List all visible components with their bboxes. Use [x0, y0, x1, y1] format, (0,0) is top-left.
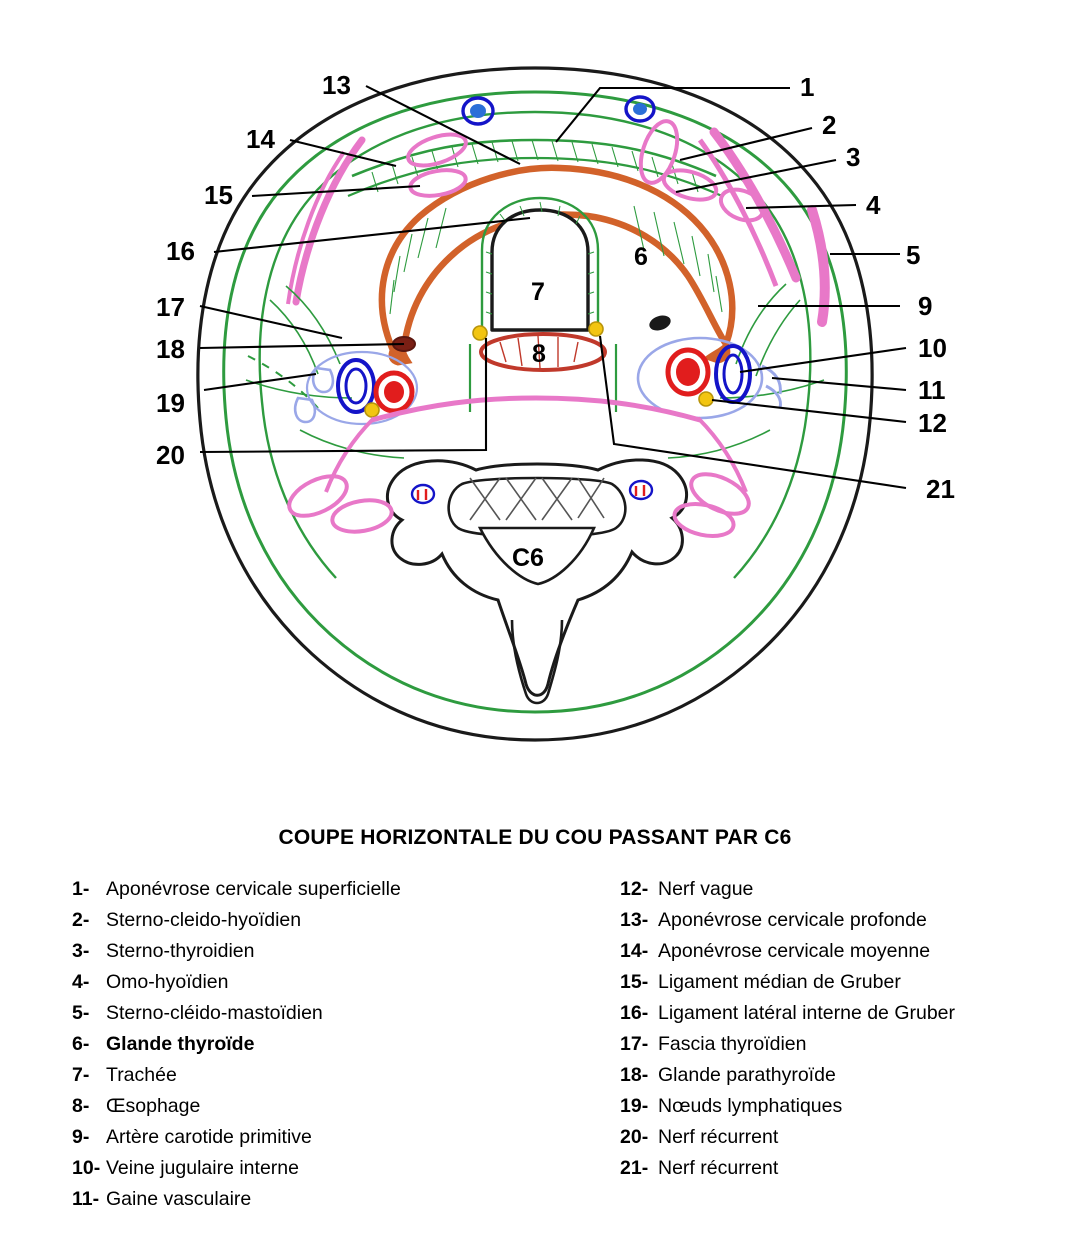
callout-5: 5 [906, 240, 921, 270]
legend-column-right [620, 878, 1050, 1188]
legend-number: 9- [72, 1126, 90, 1148]
callout-16: 16 [166, 236, 195, 266]
callout-14: 14 [246, 124, 275, 154]
callout-10: 10 [918, 333, 947, 363]
callout-8: 8 [532, 340, 546, 368]
legend-label: Gaine vasculaire [106, 1188, 252, 1210]
list-item [72, 971, 542, 1002]
legend-label: Veine jugulaire interne [106, 1157, 299, 1179]
callout-13: 13 [322, 70, 351, 100]
list-item [72, 1064, 542, 1095]
legend-number: 8- [72, 1095, 90, 1117]
list-item [620, 1033, 1050, 1064]
callout-15: 15 [204, 180, 233, 210]
list-item [72, 1002, 542, 1033]
legend-column-left [72, 878, 542, 1219]
legend-number: 1- [72, 878, 90, 900]
legend-label: Nerf vague [658, 878, 754, 900]
list-item [620, 1157, 1050, 1188]
list-item [72, 1126, 542, 1157]
list-item [620, 1095, 1050, 1126]
list-item [620, 1002, 1050, 1033]
legend-number: 19- [620, 1095, 649, 1117]
legend-label: Sterno-cléido-mastoïdien [106, 1002, 323, 1024]
list-item [72, 1188, 542, 1219]
legend-label: Œsophage [106, 1095, 201, 1117]
list-item [620, 940, 1050, 971]
callout-20: 20 [156, 440, 185, 470]
list-item [72, 1157, 542, 1188]
list-item [620, 878, 1050, 909]
legend-number: 16- [620, 1002, 649, 1024]
legend-number: 2- [72, 909, 90, 931]
legend-number: 17- [620, 1033, 649, 1055]
callout-3: 3 [846, 142, 861, 172]
figure-caption: COUPE HORIZONTALE DU COU PASSANT PAR C6 [278, 826, 792, 849]
legend-label: Glande thyroïde [106, 1033, 255, 1055]
list-item [620, 909, 1050, 940]
list-item [620, 1126, 1050, 1157]
legend-number: 10- [72, 1157, 101, 1179]
legend-label: Aponévrose cervicale moyenne [658, 940, 931, 962]
legend-number: 6- [72, 1033, 90, 1055]
legend-number: 5- [72, 1002, 90, 1024]
callout-18: 18 [156, 334, 185, 364]
callout-2: 2 [822, 110, 837, 140]
callout-11: 11 [918, 375, 946, 405]
legend-label: Ligament latéral interne de Gruber [658, 1002, 956, 1024]
legend [0, 878, 1070, 1228]
callout-19: 19 [156, 388, 185, 418]
list-item [620, 971, 1050, 1002]
legend-number: 11- [72, 1188, 100, 1210]
legend-label: Sterno-cleido-hyoïdien [106, 909, 302, 931]
legend-number: 18- [620, 1064, 649, 1086]
legend-label: Aponévrose cervicale profonde [658, 909, 927, 931]
callout-9: 9 [918, 291, 933, 321]
legend-number: 15- [620, 971, 649, 993]
legend-label: Artère carotide primitive [106, 1126, 312, 1148]
callout-17: 17 [156, 292, 185, 322]
callout-7: 7 [531, 278, 545, 306]
legend-label: Trachée [106, 1064, 177, 1086]
legend-number: 4- [72, 971, 90, 993]
list-item [72, 940, 542, 971]
legend-label: Nerf récurrent [658, 1157, 779, 1179]
legend-number: 20- [620, 1126, 649, 1148]
legend-number: 13- [620, 909, 649, 931]
callout-21: 21 [926, 474, 955, 504]
list-item [620, 1064, 1050, 1095]
legend-label: Fascia thyroïdien [658, 1033, 807, 1055]
legend-label: Ligament médian de Gruber [658, 971, 901, 993]
legend-label: Nœuds lymphatiques [658, 1095, 843, 1117]
callout-12: 12 [918, 408, 947, 438]
legend-number: 7- [72, 1064, 90, 1086]
legend-number: 14- [620, 940, 649, 962]
legend-label: Nerf récurrent [658, 1126, 779, 1148]
legend-label: Glande parathyroïde [658, 1064, 836, 1086]
callout-6: 6 [634, 243, 648, 271]
legend-number: 3- [72, 940, 90, 962]
legend-number: 12- [620, 878, 649, 900]
legend-label: Aponévrose cervicale superficielle [106, 878, 401, 900]
list-item [72, 878, 542, 909]
list-item [72, 909, 542, 940]
callout-4: 4 [866, 190, 881, 220]
legend-label: Omo-hyoïdien [106, 971, 229, 993]
callout-1: 1 [800, 72, 815, 102]
list-item [72, 1095, 542, 1126]
legend-number: 21- [620, 1157, 649, 1179]
vertebra-label: C6 [512, 544, 544, 572]
legend-label: Sterno-thyroidien [106, 940, 255, 962]
list-item [72, 1033, 542, 1064]
